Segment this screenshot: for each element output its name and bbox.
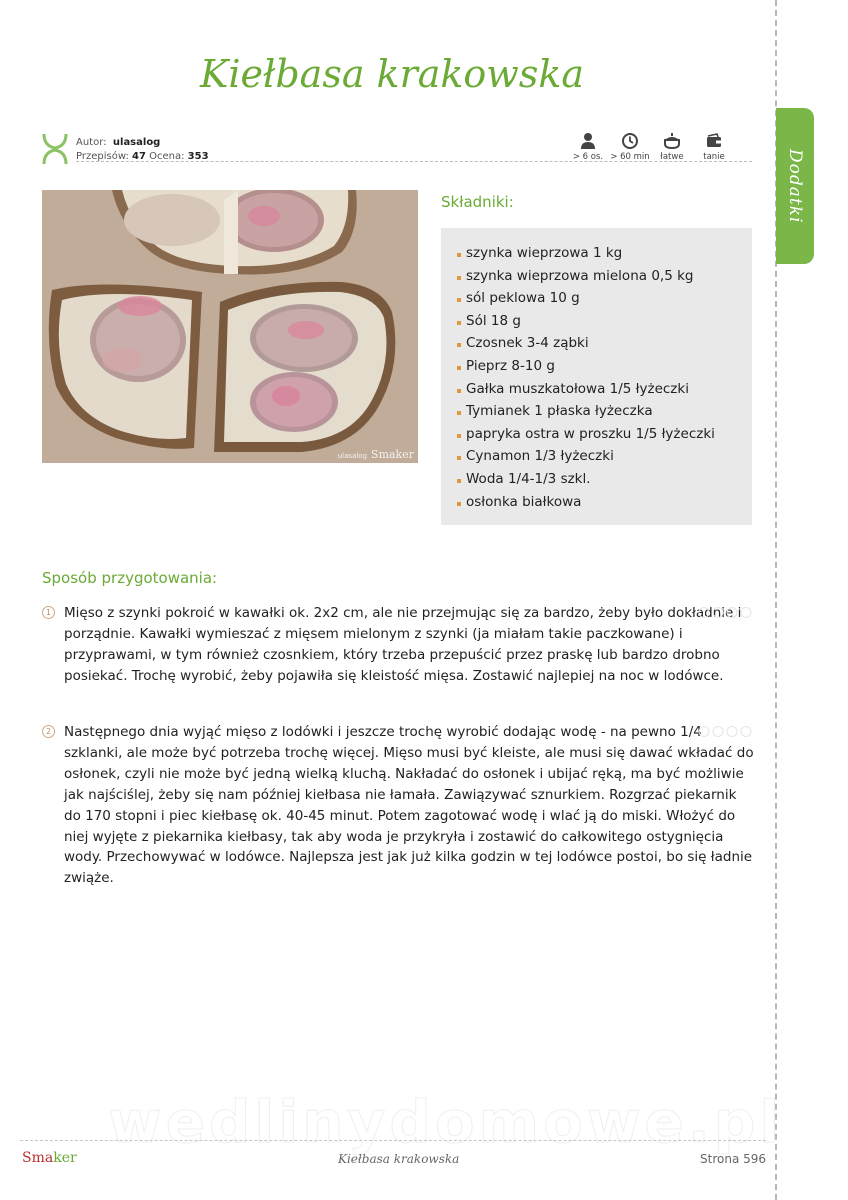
clock-icon [621, 132, 639, 150]
recipes-label: Przepisów: [76, 151, 129, 162]
wallet-icon [705, 132, 723, 150]
footer-recipe-title: Kiełbasa krakowska [338, 1152, 460, 1166]
photo-credit-brand: Smaker [371, 448, 414, 461]
ingredient-item: Gałka muszkatołowa 1/5 łyżeczki [455, 378, 752, 401]
recipe-stats [567, 132, 735, 166]
footer-brand-a: Sma [22, 1150, 54, 1166]
ingredient-item: Cynamon 1/3 łyżeczki [455, 445, 752, 468]
recipe-photo [42, 190, 418, 463]
ingredients-box [441, 228, 752, 525]
category-tab[interactable] [776, 108, 814, 264]
ingredient-item: Sól 18 g [455, 310, 752, 333]
ingredient-item: Tymianek 1 płaska łyżeczka [455, 400, 752, 423]
stat-cost-label: tanie [703, 152, 725, 162]
ingredient-item: sól peklowa 10 g [455, 287, 752, 310]
photo-watermark [338, 448, 414, 461]
stat-time-label: > 60 min [610, 152, 650, 162]
stat-cost [693, 132, 735, 166]
site-watermark: wedlinydomowe.pl [108, 1088, 784, 1156]
ingredient-item: szynka wieprzowa 1 kg [455, 242, 752, 265]
stat-servings [567, 132, 609, 166]
page-number: Strona 596 [700, 1152, 767, 1166]
ingredient-item: Pieprz 8-10 g [455, 355, 752, 378]
stat-difficulty-label: łatwe [660, 152, 684, 162]
ingredient-item: szynka wieprzowa mielona 0,5 kg [455, 265, 752, 288]
ingredient-item: Woda 1/4-1/3 szkl. [455, 468, 752, 491]
step-text: Następnego dnia wyjąć mięso z lodówki i jeszcze trochę wyrobić dodając wodę - na pewno 1/4 szklanki, ale może być potrzeba trochę więcej. Mięso musi być kleiste, ale musi się dawać wkładać do osłonek, czyli nie może być jedną wielką kluchą. Nakładać do osłonek i ubijać ręką, ma być możliwie jak najściślej, żeby się nam później kiełbasa nie łamała. Zawiązywać sznurkiem. Rozgrzać piekarnik do 170 stopni i piec kiełbasę ok. 40-45 minut. Potem zagotować wodę i wlać ją do miski. Włożyć do niej wyjęte z piekarnika kiełbasy, tak aby woda je przykryła i zostawić do całkowitego ostygnięcia wody. Przechowywać w lodówce. Najlepsza jest jak już kilka godzin w tej lodówce postoi, bo się ładnie zwiąże. [64, 724, 754, 887]
stat-servings-label: > 6 os. [572, 152, 604, 162]
author-label: Autor: [76, 137, 107, 148]
ingredient-item: Czosnek 3-4 ząbki [455, 332, 752, 355]
step-checkbox-icon[interactable] [698, 606, 754, 619]
sausage-sandwich-image [42, 190, 418, 463]
category-tab-label: Dodatki [785, 148, 805, 224]
stat-time [609, 132, 651, 166]
rating-label: Ocena: [149, 151, 185, 162]
ingredients-list [455, 242, 752, 513]
step-number: 2 [42, 725, 55, 738]
ingredients-heading: Składniki: [441, 193, 514, 211]
pot-icon [663, 132, 681, 150]
preparation-step [42, 722, 754, 889]
preparation-step [42, 603, 754, 687]
footer-divider [20, 1140, 766, 1141]
ingredient-item: osłonka białkowa [455, 491, 752, 514]
author-name[interactable]: ulasalog [112, 137, 161, 148]
footer-brand-b: ker [53, 1150, 77, 1166]
recipe-title: Kiełbasa krakowska [199, 52, 585, 96]
step-text: Mięso z szynki pokroić w kawałki ok. 2x2 cm, ale nie przejmując się za bardzo, żeby było dokładnie i porządnie. Kawałki wymieszać z mięsem mielonym z szynki (ja miałam takie paczkowane) i przyprawami, w tym również czosnkiem, który trzeba przepuścić przez praskę lub bardzo drobno posiekać. Trochę wyrobić, żeby pojawiła się kleistość mięsa. Zostawić najlepiej na noc w lodówce. [64, 605, 742, 684]
footer-brand-logo [22, 1150, 77, 1166]
step-number: 1 [42, 606, 55, 619]
smaker-logo-icon [40, 132, 70, 166]
person-icon [579, 132, 597, 150]
recipe-meta [40, 132, 752, 166]
author-info [76, 136, 209, 164]
stat-difficulty [651, 132, 693, 166]
rating-value: 353 [187, 151, 209, 162]
photo-credit-user: ulasalog [337, 452, 368, 460]
recipes-count: 47 [132, 151, 146, 162]
preparation-heading: Sposób przygotowania: [42, 569, 218, 587]
ingredient-item: papryka ostra w proszku 1/5 łyżeczki [455, 423, 752, 446]
step-checkbox-icon[interactable] [698, 725, 754, 738]
